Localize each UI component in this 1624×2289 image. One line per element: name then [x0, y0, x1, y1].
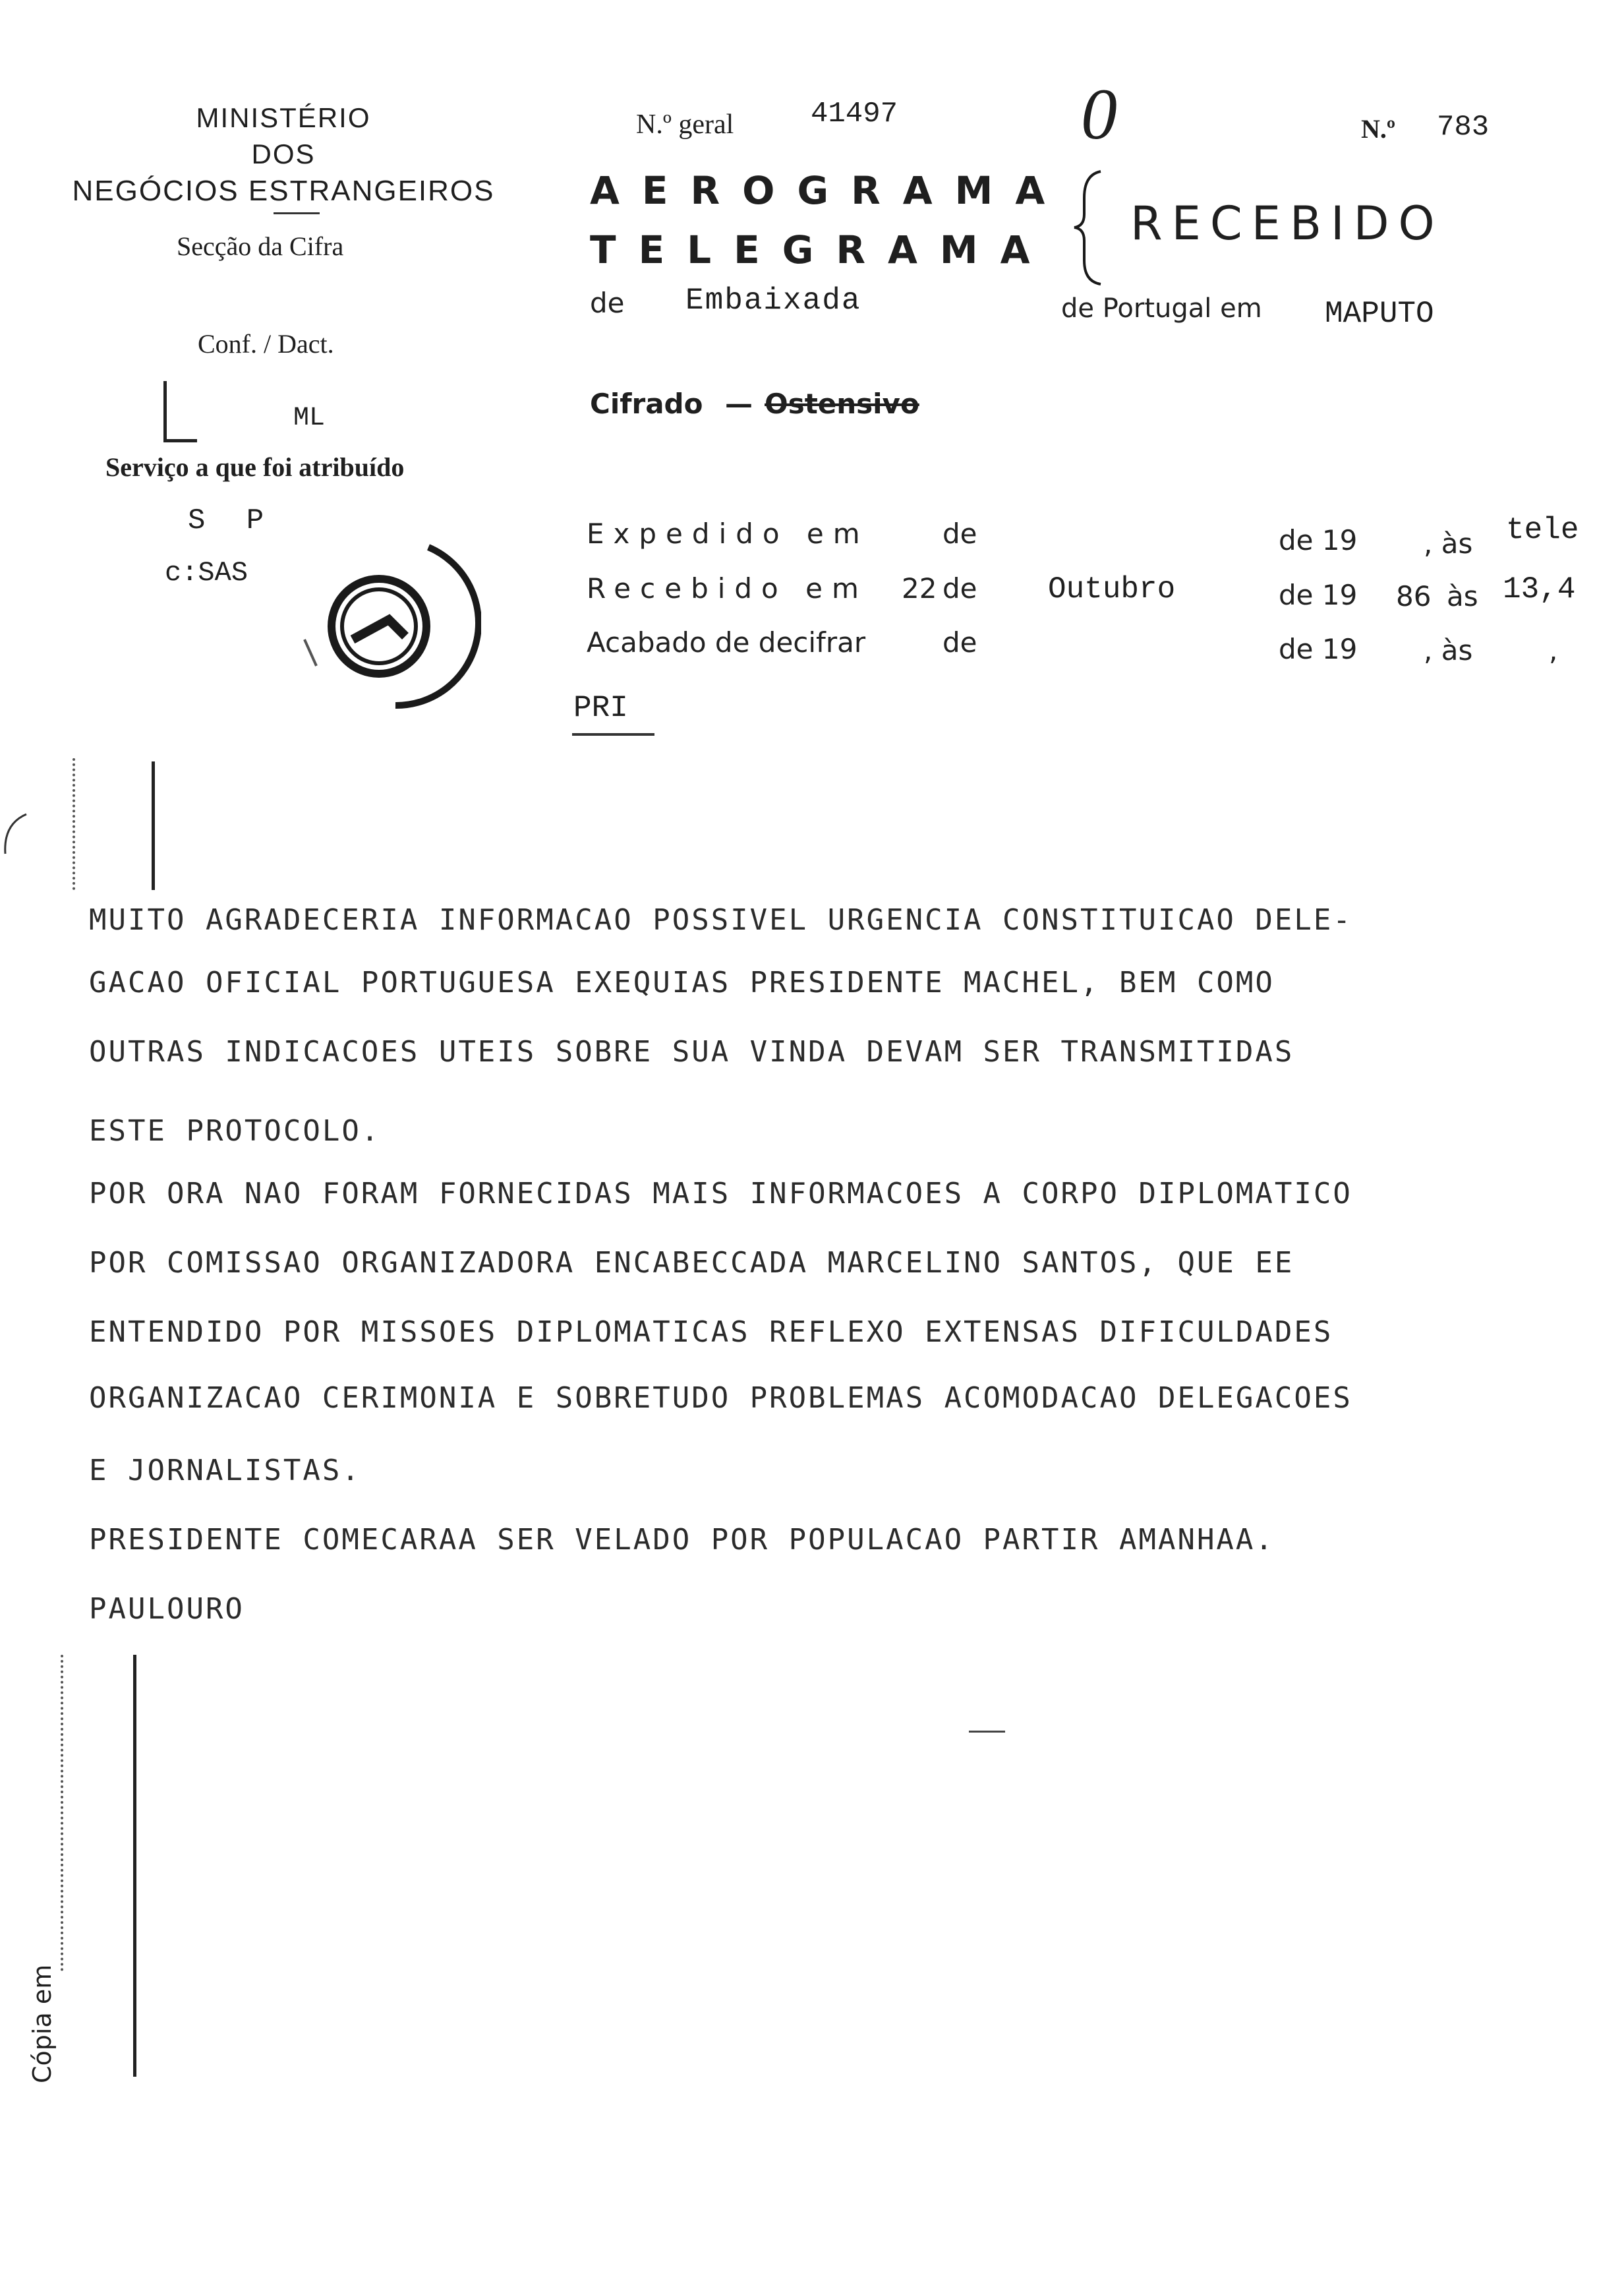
numero-geral-value: 41497	[811, 98, 898, 131]
ministry-line3: NEGÓCIOS ESTRANGEIROS	[72, 175, 495, 207]
ministry-line2: DOS	[251, 138, 316, 169]
conf-dact-label: Conf. / Dact.	[198, 329, 334, 359]
body-line-5: POR ORA NAO FORAM FORNECIDAS MAIS INFORMACOES A CORPO DIPLOMATICO	[89, 1177, 1352, 1210]
body-line-6: POR COMISSAO ORGANIZADORA ENCABECCADA MARCELINO SANTOS, QUE EE	[89, 1246, 1294, 1280]
copy-code: c:SAS	[165, 557, 248, 589]
acabado-de19: de 19	[1279, 633, 1358, 665]
body-line-2: GACAO OFICIAL PORTUGUESA EXEQUIAS PRESIDENTE MACHEL, BEM COMO	[89, 966, 1275, 999]
upper-dotted-margin	[72, 758, 75, 890]
ministry-line1: MINISTÉRIO	[196, 102, 371, 133]
recebido-day: 22	[902, 572, 937, 605]
numero-geral-label: N.º geral	[636, 109, 734, 140]
recebido-label: Recebido em	[587, 572, 868, 605]
origin-de-label: de	[590, 287, 625, 319]
numero-value: 783	[1437, 111, 1490, 144]
origin-value: Embaixada	[685, 283, 861, 318]
acabado-label: Acabado de decifrar	[587, 626, 866, 659]
body-line-3: OUTRAS INDICACOES UTEIS SOBRE SUA VINDA DEVAM SER TRANSMITIDAS	[89, 1035, 1294, 1069]
lower-dotted-margin	[61, 1655, 63, 1971]
handwritten-mark: 0	[1081, 74, 1117, 154]
recebido-year: 86	[1396, 580, 1432, 612]
aerograma-heading: AEROGRAMA	[590, 168, 1068, 213]
priority-underline	[572, 733, 654, 736]
expedido-de: de	[942, 518, 977, 550]
recebido-month: Outubro	[1048, 572, 1176, 607]
city: MAPUTO	[1325, 297, 1434, 331]
upper-margin-rule	[152, 761, 155, 890]
handwritten-initial-mark	[163, 381, 197, 442]
hole-punch-mark-icon	[0, 811, 33, 857]
ministry-underline	[274, 212, 320, 214]
telegrama-heading: TELEGRAMA	[590, 227, 1053, 272]
body-line-1: MUITO AGRADECERIA INFORMACAO POSSIVEL URGENCIA CONSTITUICAO DELE-	[89, 903, 1352, 937]
expedido-de19: de 19	[1279, 524, 1358, 556]
acabado-de: de	[942, 626, 977, 659]
type-cifrado: Cifrado	[590, 388, 703, 420]
body-line-10: PRESIDENTE COMECARAA SER VELADO POR POPULACAO PARTIR AMANHAA.	[89, 1523, 1275, 1557]
brace-icon	[1071, 168, 1111, 287]
service-label: Serviço a que foi atribuído	[105, 452, 405, 482]
section-label: Secção da Cifra	[177, 231, 344, 261]
expedido-label: Expedido em	[587, 518, 869, 550]
recebido-as: às	[1447, 580, 1478, 612]
acabado-comma: ,	[1549, 634, 1558, 667]
service-code: S P	[188, 504, 276, 537]
body-line-9: E JORNALISTAS.	[89, 1454, 361, 1487]
copy-label: Cópia em	[28, 1964, 57, 2083]
g-stamp-icon	[290, 541, 481, 719]
expedido-note: tele	[1506, 513, 1579, 547]
portugal-label: de Portugal em	[1061, 293, 1262, 324]
expedido-as: , às	[1424, 527, 1473, 560]
stray-mark	[969, 1731, 1005, 1733]
priority: PRI	[573, 691, 628, 725]
recebido-time: 13,4	[1503, 572, 1576, 607]
body-line-8: ORGANIZACAO CERIMONIA E SOBRETUDO PROBLEMAS ACOMODACAO DELEGACOES	[89, 1381, 1352, 1415]
acabado-as: , às	[1424, 634, 1473, 667]
type-dash: —	[725, 388, 753, 420]
initials: ML	[293, 403, 326, 433]
type-ostensivo: Ostensivo	[765, 388, 919, 420]
numero-label: N.º	[1361, 114, 1396, 144]
body-line-11: PAULOURO	[89, 1592, 245, 1626]
status-received: RECEBIDO	[1130, 196, 1444, 251]
body-line-4: ESTE PROTOCOLO.	[89, 1114, 381, 1148]
body-line-7: ENTENDIDO POR MISSOES DIPLOMATICAS REFLEXO EXTENSAS DIFICULDADES	[89, 1315, 1333, 1349]
recebido-de: de	[942, 572, 977, 605]
recebido-de19: de 19	[1279, 579, 1358, 611]
lower-margin-rule	[133, 1655, 136, 2077]
